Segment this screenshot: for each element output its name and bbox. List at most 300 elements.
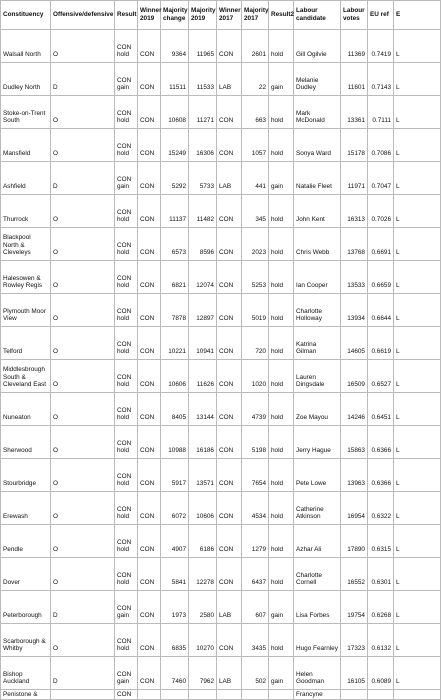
table-cell: 607 xyxy=(242,591,269,624)
table-cell: 441 xyxy=(242,162,269,195)
table-cell: L xyxy=(394,360,441,393)
table-cell: D xyxy=(51,63,115,96)
table-cell: CON xyxy=(217,195,242,228)
table-cell: Lisa Forbes xyxy=(294,591,341,624)
table-cell: CON xyxy=(217,261,242,294)
table-cell: hold xyxy=(269,525,294,558)
table-row[interactable] xyxy=(1,30,441,63)
table-cell: 720 xyxy=(242,327,269,360)
table-cell: 15178 xyxy=(341,129,368,162)
table-cell: hold xyxy=(269,492,294,525)
table-cell: CON xyxy=(138,30,161,63)
table-cell xyxy=(51,690,115,700)
table-cell: 6437 xyxy=(242,558,269,591)
table-cell: 0.6619 xyxy=(368,327,394,360)
column-header[interactable]: Result2 xyxy=(269,1,294,30)
table-cell: CON hold xyxy=(115,261,138,294)
table-cell: Jerry Hague xyxy=(294,426,341,459)
table-cell: Pete Lowe xyxy=(294,459,341,492)
table-cell: L xyxy=(394,195,441,228)
table-cell: gain xyxy=(269,162,294,195)
table-cell: CON xyxy=(138,162,161,195)
table-cell: 0.6089 xyxy=(368,657,394,690)
table-cell: CON hold xyxy=(115,96,138,129)
table-cell: D xyxy=(51,591,115,624)
table-cell: Charlotte Holloway xyxy=(294,294,341,327)
table-cell: CON hold xyxy=(115,558,138,591)
table-cell: 16509 xyxy=(341,360,368,393)
table-cell: Nuneaton xyxy=(1,393,51,426)
table-cell: 6072 xyxy=(161,492,189,525)
table-cell: CON xyxy=(217,558,242,591)
table-cell: O xyxy=(51,525,115,558)
table-cell: 10988 xyxy=(161,426,189,459)
table-cell: 5917 xyxy=(161,459,189,492)
table-cell: O xyxy=(51,558,115,591)
table-cell: 10606 xyxy=(161,360,189,393)
table-cell: 17890 xyxy=(341,525,368,558)
table-cell: 1057 xyxy=(242,129,269,162)
table-cell: CON xyxy=(138,294,161,327)
table-row[interactable] xyxy=(1,129,441,162)
table-cell: 7460 xyxy=(161,657,189,690)
table-cell: CON xyxy=(217,492,242,525)
table-cell: 15863 xyxy=(341,426,368,459)
table-cell: 0.6366 xyxy=(368,426,394,459)
table-cell: CON gain xyxy=(115,657,138,690)
table-cell xyxy=(368,690,394,700)
table-cell: Erewash xyxy=(1,492,51,525)
table-cell: 13533 xyxy=(341,261,368,294)
column-header[interactable]: Winner 2017 xyxy=(217,1,242,30)
table-cell: L xyxy=(394,228,441,261)
table-cell: Bishop Auckland xyxy=(1,657,51,690)
table-cell: CON xyxy=(138,492,161,525)
table-row[interactable] xyxy=(1,558,441,591)
table-row[interactable] xyxy=(1,690,441,700)
table-cell: 2023 xyxy=(242,228,269,261)
table-cell: LAB xyxy=(217,657,242,690)
table-cell: L xyxy=(394,327,441,360)
table-cell: O xyxy=(51,327,115,360)
table-cell: 11271 xyxy=(189,96,217,129)
column-header[interactable]: Constituency xyxy=(1,1,51,30)
table-cell: Lauren Dingsdale xyxy=(294,360,341,393)
table-row[interactable] xyxy=(1,459,441,492)
table-cell: 16552 xyxy=(341,558,368,591)
table-cell: hold xyxy=(269,558,294,591)
table-cell: 6821 xyxy=(161,261,189,294)
table-cell: O xyxy=(51,228,115,261)
table-cell: LAB xyxy=(217,162,242,195)
table-cell: O xyxy=(51,30,115,63)
table-cell: CON xyxy=(138,96,161,129)
table-cell: 11601 xyxy=(341,63,368,96)
table-cell: Stoke-on-Trent South xyxy=(1,96,51,129)
table-cell: CON hold xyxy=(115,459,138,492)
table-cell: 22 xyxy=(242,63,269,96)
table-cell: Chris Webb xyxy=(294,228,341,261)
table-cell: 16186 xyxy=(189,426,217,459)
table-row[interactable] xyxy=(1,294,441,327)
header-row xyxy=(1,1,441,30)
table-cell: hold xyxy=(269,360,294,393)
table-row[interactable] xyxy=(1,228,441,261)
table-cell: 14246 xyxy=(341,393,368,426)
table-cell: CON xyxy=(138,657,161,690)
table-cell: O xyxy=(51,261,115,294)
table-cell: Catherine Atkinson xyxy=(294,492,341,525)
table-cell: 345 xyxy=(242,195,269,228)
table-cell: L xyxy=(394,30,441,63)
table-cell xyxy=(161,690,189,700)
table-cell: CON xyxy=(138,129,161,162)
table-cell: CON xyxy=(138,624,161,657)
table-cell: CON hold xyxy=(115,393,138,426)
table-cell: Katrina Gilman xyxy=(294,327,341,360)
table-row[interactable] xyxy=(1,63,441,96)
table-cell: 0.6301 xyxy=(368,558,394,591)
table-cell: Mark McDonald xyxy=(294,96,341,129)
table-cell: 16954 xyxy=(341,492,368,525)
table-cell: O xyxy=(51,393,115,426)
table-cell: O xyxy=(51,360,115,393)
table-cell: O xyxy=(51,459,115,492)
table-cell: O xyxy=(51,426,115,459)
table-cell: 17323 xyxy=(341,624,368,657)
table-cell: 502 xyxy=(242,657,269,690)
table-cell: L xyxy=(394,591,441,624)
table-cell: 16313 xyxy=(341,195,368,228)
table-cell: Plymouth Moor View xyxy=(1,294,51,327)
table-cell: 13768 xyxy=(341,228,368,261)
table-cell: CON hold xyxy=(115,228,138,261)
table-cell: Dover xyxy=(1,558,51,591)
table-cell: hold xyxy=(269,195,294,228)
table-cell xyxy=(269,690,294,700)
table-row[interactable] xyxy=(1,393,441,426)
table-cell: hold xyxy=(269,393,294,426)
table-cell: 1279 xyxy=(242,525,269,558)
column-header[interactable]: Result xyxy=(115,1,138,30)
table-cell: 4907 xyxy=(161,525,189,558)
table-cell xyxy=(341,690,368,700)
table-cell: hold xyxy=(269,294,294,327)
column-header[interactable]: EU ref xyxy=(368,1,394,30)
table-cell: 5198 xyxy=(242,426,269,459)
table-cell: CON xyxy=(217,96,242,129)
table-cell: CON xyxy=(217,426,242,459)
table-cell: Sonya Ward xyxy=(294,129,341,162)
table-cell: 7962 xyxy=(189,657,217,690)
table-cell: Thurrock xyxy=(1,195,51,228)
table-cell: 663 xyxy=(242,96,269,129)
table-cell: 13934 xyxy=(341,294,368,327)
table-cell: CON xyxy=(217,525,242,558)
table-row[interactable] xyxy=(1,492,441,525)
table-cell: 0.6659 xyxy=(368,261,394,294)
table-cell: Charlotte Cornell xyxy=(294,558,341,591)
table-cell: L xyxy=(394,426,441,459)
table-cell: L xyxy=(394,294,441,327)
table-cell: L xyxy=(394,393,441,426)
table-cell: 10941 xyxy=(189,327,217,360)
table-cell: L xyxy=(394,162,441,195)
table-cell: CON xyxy=(138,261,161,294)
table-cell: LAB xyxy=(217,591,242,624)
table-cell: L xyxy=(394,492,441,525)
table-cell: Helen Goodman xyxy=(294,657,341,690)
table-cell xyxy=(217,690,242,700)
table-cell: CON xyxy=(217,30,242,63)
table-cell: O xyxy=(51,624,115,657)
table-cell: hold xyxy=(269,459,294,492)
table-cell: CON xyxy=(217,459,242,492)
table-cell: 2601 xyxy=(242,30,269,63)
table-cell: 1020 xyxy=(242,360,269,393)
table-cell: 11511 xyxy=(161,63,189,96)
table-cell: 0.6132 xyxy=(368,624,394,657)
table-cell: L xyxy=(394,558,441,591)
table-cell: 13361 xyxy=(341,96,368,129)
table-cell: 0.6691 xyxy=(368,228,394,261)
table-cell: L xyxy=(394,63,441,96)
table-cell: 12278 xyxy=(189,558,217,591)
table-cell: 11533 xyxy=(189,63,217,96)
table-row[interactable] xyxy=(1,261,441,294)
table-cell: O xyxy=(51,294,115,327)
column-header[interactable]: Offensive/defensive xyxy=(51,1,115,30)
table-cell: Natalie Fleet xyxy=(294,162,341,195)
table-row[interactable] xyxy=(1,525,441,558)
table-cell: LAB xyxy=(217,63,242,96)
table-row[interactable] xyxy=(1,162,441,195)
table-cell: CON xyxy=(138,228,161,261)
table-cell: Ian Cooper xyxy=(294,261,341,294)
table-cell: CON xyxy=(115,690,138,700)
table-cell: CON hold xyxy=(115,624,138,657)
table-cell: Zoe Mayou xyxy=(294,393,341,426)
table-cell: Blackpool North & Cleveleys xyxy=(1,228,51,261)
table-cell: 12897 xyxy=(189,294,217,327)
table-cell: gain xyxy=(269,63,294,96)
table-cell: 11137 xyxy=(161,195,189,228)
table-cell: 10606 xyxy=(189,492,217,525)
table-cell: CON hold xyxy=(115,294,138,327)
column-header[interactable]: Majority 2019 xyxy=(189,1,217,30)
table-cell: Pendle xyxy=(1,525,51,558)
table-cell: 0.6366 xyxy=(368,459,394,492)
table-cell: CON xyxy=(217,129,242,162)
table-cell: CON xyxy=(217,393,242,426)
table-cell: 15249 xyxy=(161,129,189,162)
table-cell: D xyxy=(51,657,115,690)
table-cell: L xyxy=(394,657,441,690)
table-cell: CON hold xyxy=(115,525,138,558)
table-cell: 0.7047 xyxy=(368,162,394,195)
table-cell: hold xyxy=(269,30,294,63)
table-cell: 0.6322 xyxy=(368,492,394,525)
table-row[interactable] xyxy=(1,96,441,129)
table-cell: CON xyxy=(217,228,242,261)
table-cell: O xyxy=(51,96,115,129)
table-cell: 0.7026 xyxy=(368,195,394,228)
table-cell: 0.6268 xyxy=(368,591,394,624)
table-cell: hold xyxy=(269,624,294,657)
table-cell: 6573 xyxy=(161,228,189,261)
table-body xyxy=(1,30,441,700)
column-header[interactable]: E xyxy=(394,1,441,30)
table-row[interactable] xyxy=(1,657,441,690)
table-cell: D xyxy=(51,162,115,195)
table-cell: L xyxy=(394,525,441,558)
column-header[interactable]: Winner 2019 xyxy=(138,1,161,30)
table-cell: 5292 xyxy=(161,162,189,195)
table-cell: CON xyxy=(217,624,242,657)
table-cell: hold xyxy=(269,228,294,261)
table-cell: gain xyxy=(269,657,294,690)
table-cell: 2580 xyxy=(189,591,217,624)
table-cell: O xyxy=(51,492,115,525)
table-cell: CON xyxy=(138,63,161,96)
table-cell: Francyne xyxy=(294,690,341,700)
table-cell: 1973 xyxy=(161,591,189,624)
table-cell: CON hold xyxy=(115,129,138,162)
table-cell: 13571 xyxy=(189,459,217,492)
table-cell: 11965 xyxy=(189,30,217,63)
table-row[interactable] xyxy=(1,327,441,360)
table-cell: 8405 xyxy=(161,393,189,426)
table-cell: 16306 xyxy=(189,129,217,162)
table-cell: CON gain xyxy=(115,63,138,96)
table-cell: 0.6644 xyxy=(368,294,394,327)
table-cell: CON xyxy=(138,426,161,459)
table-cell: 5733 xyxy=(189,162,217,195)
table-cell: 9364 xyxy=(161,30,189,63)
table-cell: Dudley North xyxy=(1,63,51,96)
table-cell: 0.6527 xyxy=(368,360,394,393)
column-header[interactable]: Majority change xyxy=(161,1,189,30)
table-cell: 12074 xyxy=(189,261,217,294)
table-cell: Gill Ogilvie xyxy=(294,30,341,63)
table-cell xyxy=(394,690,441,700)
table-cell: CON hold xyxy=(115,30,138,63)
table-cell: CON xyxy=(217,360,242,393)
table-cell: 0.7143 xyxy=(368,63,394,96)
table-cell: CON hold xyxy=(115,327,138,360)
table-cell: 5019 xyxy=(242,294,269,327)
table-cell: Stourbridge xyxy=(1,459,51,492)
column-header[interactable]: Labour candidate xyxy=(294,1,341,30)
table-cell: hold xyxy=(269,96,294,129)
table-row[interactable] xyxy=(1,195,441,228)
table-row[interactable] xyxy=(1,426,441,459)
table-cell: 0.7419 xyxy=(368,30,394,63)
table-cell: CON xyxy=(138,591,161,624)
table-row[interactable] xyxy=(1,360,441,393)
table-cell: Hugo Fearnley xyxy=(294,624,341,657)
table-cell: 10221 xyxy=(161,327,189,360)
table-cell: 16105 xyxy=(341,657,368,690)
table-cell: 4739 xyxy=(242,393,269,426)
table-cell: Peterborough xyxy=(1,591,51,624)
table-cell: hold xyxy=(269,327,294,360)
table-cell: CON xyxy=(138,327,161,360)
table-row[interactable] xyxy=(1,624,441,657)
table-cell: CON xyxy=(138,525,161,558)
table-cell: 3435 xyxy=(242,624,269,657)
table-cell: gain xyxy=(269,591,294,624)
table-cell: hold xyxy=(269,129,294,162)
table-cell: O xyxy=(51,195,115,228)
table-cell: CON xyxy=(138,558,161,591)
table-cell: CON gain xyxy=(115,162,138,195)
table-cell: 6835 xyxy=(161,624,189,657)
table-cell: 7878 xyxy=(161,294,189,327)
table-cell: 5841 xyxy=(161,558,189,591)
table-cell: John Kent xyxy=(294,195,341,228)
table-cell: CON xyxy=(138,360,161,393)
table-cell: CON hold xyxy=(115,426,138,459)
table-cell: Telford xyxy=(1,327,51,360)
table-cell: 10608 xyxy=(161,96,189,129)
table-cell: hold xyxy=(269,261,294,294)
table-cell: Scarborough & Whitby xyxy=(1,624,51,657)
table-cell: L xyxy=(394,96,441,129)
table-cell: 11369 xyxy=(341,30,368,63)
column-header[interactable]: Labour votes xyxy=(341,1,368,30)
table-cell: 6186 xyxy=(189,525,217,558)
table-cell: 0.6451 xyxy=(368,393,394,426)
table-cell: CON gain xyxy=(115,591,138,624)
table-cell: 0.7111 xyxy=(368,96,394,129)
table-cell: Melanie Dudley xyxy=(294,63,341,96)
table-cell: CON xyxy=(138,459,161,492)
table-cell: CON xyxy=(138,393,161,426)
column-header[interactable]: Majority 2017 xyxy=(242,1,269,30)
table-cell xyxy=(189,690,217,700)
table-cell: 0.7086 xyxy=(368,129,394,162)
table-cell: CON hold xyxy=(115,360,138,393)
table-cell: Walsall North xyxy=(1,30,51,63)
table-cell: CON hold xyxy=(115,492,138,525)
table-cell: CON xyxy=(138,195,161,228)
table-cell: 11482 xyxy=(189,195,217,228)
table-cell: Mansfield xyxy=(1,129,51,162)
table-cell: CON xyxy=(217,294,242,327)
table-cell: 14605 xyxy=(341,327,368,360)
table-cell: CON xyxy=(217,327,242,360)
table-cell: 7654 xyxy=(242,459,269,492)
table-cell: hold xyxy=(269,426,294,459)
table-cell: 19754 xyxy=(341,591,368,624)
table-cell: L xyxy=(394,459,441,492)
table-cell: Middlesbrough South & Cleveland East xyxy=(1,360,51,393)
table-cell: L xyxy=(394,129,441,162)
table-cell: O xyxy=(51,129,115,162)
table-cell: 11626 xyxy=(189,360,217,393)
table-cell: L xyxy=(394,261,441,294)
table-cell: 11971 xyxy=(341,162,368,195)
table-cell: 0.6315 xyxy=(368,525,394,558)
table-row[interactable] xyxy=(1,591,441,624)
table-cell xyxy=(242,690,269,700)
table-cell: 10270 xyxy=(189,624,217,657)
table-cell: L xyxy=(394,624,441,657)
table-cell: Penistone & xyxy=(1,690,51,700)
table-cell: 13963 xyxy=(341,459,368,492)
table-cell xyxy=(138,690,161,700)
